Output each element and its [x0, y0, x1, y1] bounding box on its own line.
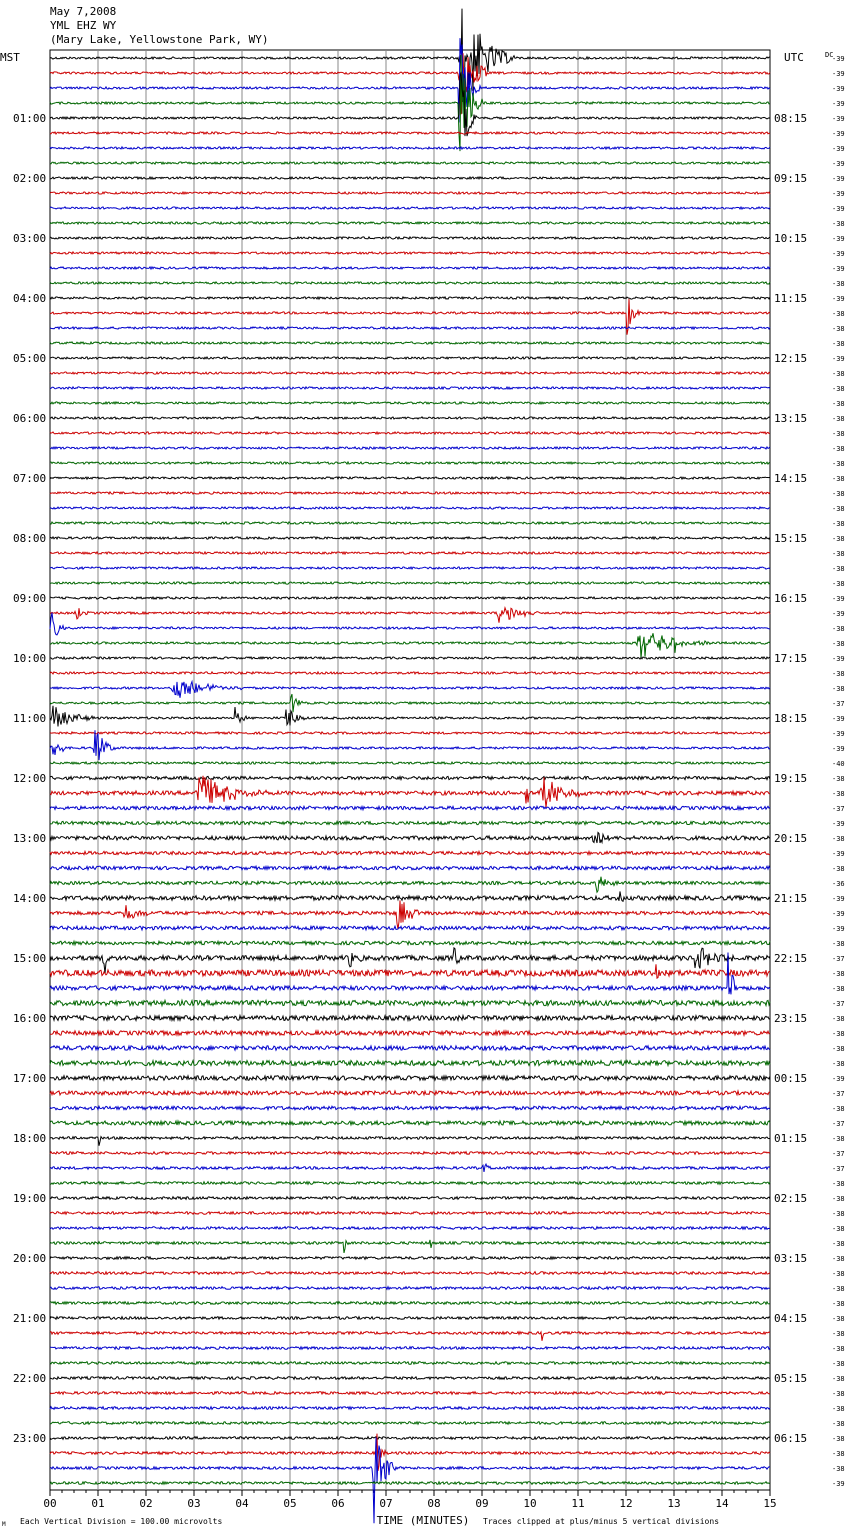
- seismic-trace: [50, 851, 770, 854]
- seismic-trace: [50, 730, 770, 760]
- right-hour-label: 10:15: [774, 232, 808, 245]
- seismic-trace: [50, 522, 770, 524]
- seismic-trace: [50, 1016, 770, 1021]
- dc-offset-header: DC: [825, 51, 834, 59]
- dc-offset-label: -38: [832, 580, 845, 588]
- dc-offset-label: -39: [832, 70, 845, 78]
- seismic-trace: [50, 582, 770, 584]
- dc-offset-label: -38: [832, 445, 845, 453]
- x-tick-label: 04: [235, 1497, 249, 1510]
- x-tick-label: 05: [283, 1497, 297, 1510]
- dc-offset-label: -38: [832, 865, 845, 873]
- seismic-trace: [50, 657, 770, 659]
- seismic-trace: [50, 372, 770, 374]
- seismic-trace: [50, 507, 770, 509]
- seismic-trace: [50, 762, 770, 764]
- left-hour-label: 01:00: [13, 112, 47, 125]
- dc-offset-label: -39: [832, 820, 845, 828]
- dc-offset-label: -39: [832, 130, 845, 138]
- dc-offset-label: -38: [832, 1390, 845, 1398]
- seismic-trace: [50, 866, 770, 870]
- left-hour-label: 11:00: [13, 712, 47, 725]
- right-hour-label: 23:15: [774, 1012, 808, 1025]
- dc-offset-label: -38: [832, 340, 845, 348]
- seismic-trace: [50, 1197, 770, 1200]
- dc-offset-label: -40: [832, 760, 845, 768]
- dc-offset-label: -38: [832, 1360, 845, 1368]
- seismic-trace: [50, 1437, 770, 1440]
- dc-offset-label: -38: [832, 505, 845, 513]
- dc-offset-label: -38: [832, 1060, 845, 1068]
- right-hour-label: 16:15: [774, 592, 808, 605]
- right-hour-label: 15:15: [774, 532, 808, 545]
- dc-offset-label: -38: [832, 625, 845, 633]
- seismic-trace: [50, 1332, 770, 1341]
- dc-offset-label: -37: [832, 700, 845, 708]
- seismic-trace: [50, 1347, 770, 1350]
- seismic-trace: [50, 833, 770, 844]
- right-hour-label: 06:15: [774, 1432, 808, 1445]
- left-hour-label: 13:00: [13, 832, 47, 845]
- chart-station: YML EHZ WY: [50, 19, 117, 32]
- dc-offset-label: -38: [832, 1240, 845, 1248]
- seismic-trace: [50, 282, 770, 284]
- dc-offset-label: -38: [832, 1180, 845, 1188]
- dc-offset-label: -38: [832, 1315, 845, 1323]
- dc-offset-label: -38: [832, 1270, 845, 1278]
- seismic-trace: [50, 821, 770, 824]
- dc-offset-label: -38: [832, 1105, 845, 1113]
- dc-offset-label: -38: [832, 835, 845, 843]
- seismic-trace: [50, 1046, 770, 1050]
- dc-offset-label: -39: [832, 295, 845, 303]
- seismic-trace: [50, 948, 770, 974]
- dc-offset-label: -38: [832, 325, 845, 333]
- seismic-trace: [50, 776, 770, 779]
- seismic-trace: [50, 132, 770, 134]
- x-tick-label: 00: [43, 1497, 57, 1510]
- dc-offset-label: -38: [832, 1195, 845, 1203]
- dc-offset-label: -39: [832, 745, 845, 753]
- seismic-traces: [50, 9, 770, 1524]
- seismic-trace: [50, 1287, 770, 1290]
- x-axis-title: TIME (MINUTES): [376, 1514, 470, 1527]
- dc-offset-label: -38: [832, 1330, 845, 1338]
- left-hour-label: 10:00: [13, 652, 47, 665]
- dc-offset-label: -39: [832, 100, 845, 108]
- seismic-trace: [50, 1091, 770, 1095]
- left-hour-label: 18:00: [13, 1132, 47, 1145]
- dc-offset-label: -39: [832, 715, 845, 723]
- left-hour-label: 03:00: [13, 232, 47, 245]
- seismic-trace: [50, 1212, 770, 1215]
- dc-offset-label: -38: [832, 1255, 845, 1263]
- right-hour-label: 20:15: [774, 832, 808, 845]
- seismic-trace: [50, 682, 770, 698]
- left-hour-label: 15:00: [13, 952, 47, 965]
- seismic-trace: [50, 162, 770, 164]
- dc-offset-label: -39: [832, 925, 845, 933]
- dc-offset-label: -37: [832, 1120, 845, 1128]
- dc-offset-label: -38: [832, 1285, 845, 1293]
- dc-offset-label: -38: [832, 685, 845, 693]
- seismic-trace: [50, 477, 770, 479]
- x-tick-label: 15: [763, 1497, 777, 1510]
- seismic-trace: [50, 38, 770, 122]
- seismic-trace: [50, 462, 770, 464]
- dc-offset-label: -39: [832, 145, 845, 153]
- left-hour-label: 09:00: [13, 592, 47, 605]
- chart-date: May 7,2008: [50, 5, 117, 18]
- dc-offset-label: -38: [832, 430, 845, 438]
- dc-offset-label: -36: [832, 880, 845, 888]
- seismic-trace: [50, 706, 770, 727]
- dc-offset-label: -38: [832, 940, 845, 948]
- seismic-trace: [50, 207, 770, 209]
- seismic-trace: [50, 633, 770, 658]
- dc-offset-label: -39: [832, 355, 845, 363]
- seismic-trace: [50, 1152, 770, 1155]
- left-hour-label: 16:00: [13, 1012, 47, 1025]
- right-hour-label: 18:15: [774, 712, 808, 725]
- left-hour-label: 20:00: [13, 1252, 47, 1265]
- right-hour-label: 08:15: [774, 112, 808, 125]
- dc-offset-label: -39: [832, 55, 845, 63]
- seismic-trace: [50, 806, 770, 810]
- dc-offset-label: -38: [832, 1135, 845, 1143]
- dc-offset-label: -39: [832, 895, 845, 903]
- dc-offset-label: -38: [832, 1225, 845, 1233]
- seismic-trace: [50, 1437, 770, 1523]
- dc-offset-label: -38: [832, 1345, 845, 1353]
- seismic-trace: [50, 1182, 770, 1185]
- seismic-trace: [50, 597, 770, 599]
- right-hour-label: 19:15: [774, 772, 808, 785]
- dc-offset-label: -38: [832, 640, 845, 648]
- left-hour-label: 05:00: [13, 352, 47, 365]
- seismic-trace: [50, 1377, 770, 1380]
- dc-offset-label: -38: [832, 970, 845, 978]
- right-timezone-label: UTC: [784, 51, 804, 64]
- seismic-trace: [50, 900, 770, 929]
- dc-offset-label: -39: [832, 205, 845, 213]
- seismic-trace: [50, 1302, 770, 1305]
- dc-offset-label: -38: [832, 370, 845, 378]
- left-hour-label: 23:00: [13, 1432, 47, 1445]
- dc-offset-label: -38: [832, 1030, 845, 1038]
- seismic-trace: [50, 567, 770, 569]
- seismic-trace: [50, 1227, 770, 1230]
- seismic-trace: [50, 192, 770, 194]
- dc-offset-label: -38: [832, 475, 845, 483]
- dc-offset-label: -38: [832, 535, 845, 543]
- seismic-trace: [50, 177, 770, 179]
- seismic-trace: [50, 327, 770, 329]
- dc-offset-label: -39: [832, 1480, 845, 1488]
- clip-note: Traces clipped at plus/minus 5 vertical divisions: [483, 1517, 720, 1526]
- seismic-trace: [50, 672, 770, 674]
- dc-offset-label: -38: [832, 670, 845, 678]
- right-hour-label: 02:15: [774, 1192, 808, 1205]
- left-hour-label: 14:00: [13, 892, 47, 905]
- seismic-trace: [50, 1407, 770, 1410]
- dc-offset-label: -38: [832, 1300, 845, 1308]
- seismic-trace: [50, 53, 770, 114]
- right-hour-label: 11:15: [774, 292, 808, 305]
- left-hour-label: 08:00: [13, 532, 47, 545]
- dc-offset-label: -37: [832, 805, 845, 813]
- seismic-trace: [50, 1031, 770, 1035]
- seismic-trace: [50, 299, 770, 335]
- right-hour-label: 01:15: [774, 1132, 808, 1145]
- x-tick-label: 07: [379, 1497, 393, 1510]
- x-tick-label: 14: [715, 1497, 729, 1510]
- dc-offset-label: -38: [832, 490, 845, 498]
- dc-offset-label: -38: [832, 985, 845, 993]
- right-hour-label: 21:15: [774, 892, 808, 905]
- right-hour-label: 22:15: [774, 952, 808, 965]
- x-tick-label: 10: [523, 1497, 537, 1510]
- dc-offset-label: -39: [832, 235, 845, 243]
- dc-offset-label: -38: [832, 1405, 845, 1413]
- seismic-trace: [50, 732, 770, 734]
- seismic-trace: [50, 447, 770, 449]
- seismic-trace: [50, 891, 770, 901]
- dc-offset-label: -37: [832, 955, 845, 963]
- seismic-trace: [50, 252, 770, 254]
- right-hour-label: 03:15: [774, 1252, 808, 1265]
- dc-offset-label: -38: [832, 460, 845, 468]
- dc-offset-label: -38: [832, 1465, 845, 1473]
- dc-offset-label: -37: [832, 1000, 845, 1008]
- seismic-trace: [50, 613, 770, 635]
- left-hour-label: 06:00: [13, 412, 47, 425]
- seismic-trace: [50, 1137, 770, 1146]
- dc-offset-label: -38: [832, 1210, 845, 1218]
- x-tick-label: 11: [571, 1497, 585, 1510]
- dc-offset-label: -38: [832, 520, 845, 528]
- left-hour-label: 17:00: [13, 1072, 47, 1085]
- seismic-trace: [50, 1257, 770, 1260]
- left-timezone-label: MST: [0, 51, 20, 64]
- dc-offset-label: -37: [832, 1165, 845, 1173]
- x-tick-label: 08: [427, 1497, 441, 1510]
- seismic-trace: [50, 492, 770, 494]
- seismic-trace: [50, 1392, 770, 1395]
- dc-offset-label: -39: [832, 850, 845, 858]
- dc-offset-label: -39: [832, 655, 845, 663]
- seismic-trace: [50, 1121, 770, 1125]
- seismic-trace: [50, 537, 770, 539]
- seismic-trace: [50, 387, 770, 389]
- chart-location: (Mary Lake, Yellowstone Park, WY): [50, 33, 269, 46]
- seismic-trace: [50, 1000, 770, 1005]
- dc-offset-label: -38: [832, 220, 845, 228]
- dc-offset-label: -39: [832, 175, 845, 183]
- right-hour-label: 09:15: [774, 172, 808, 185]
- seismic-trace: [50, 267, 770, 269]
- seismic-trace: [50, 357, 770, 359]
- seismic-trace: [50, 1061, 770, 1066]
- dc-offset-label: -38: [832, 565, 845, 573]
- left-hour-label: 12:00: [13, 772, 47, 785]
- seismic-trace: [50, 694, 770, 712]
- dc-offset-label: -39: [832, 85, 845, 93]
- right-hour-label: 00:15: [774, 1072, 808, 1085]
- dc-offset-label: -38: [832, 1015, 845, 1023]
- dc-offset-label: -39: [832, 160, 845, 168]
- seismic-trace: [50, 1362, 770, 1365]
- x-tick-label: 13: [667, 1497, 681, 1510]
- dc-offset-label: -38: [832, 1375, 845, 1383]
- left-hour-label: 04:00: [13, 292, 47, 305]
- seismic-trace: [50, 147, 770, 149]
- dc-offset-label: -39: [832, 730, 845, 738]
- plot-grid: [50, 50, 770, 1496]
- right-hour-label: 13:15: [774, 412, 808, 425]
- x-tick-label: 03: [187, 1497, 201, 1510]
- dc-offset-label: -38: [832, 775, 845, 783]
- logo-mark: M: [2, 1521, 6, 1528]
- left-hour-label: 07:00: [13, 472, 47, 485]
- seismic-trace: [50, 237, 770, 239]
- dc-offset-label: -37: [832, 1150, 845, 1158]
- dc-offset-label: -39: [832, 595, 845, 603]
- seismic-trace: [50, 297, 770, 299]
- seismic-trace: [50, 432, 770, 434]
- x-tick-label: 02: [139, 1497, 153, 1510]
- seismic-trace: [50, 877, 770, 893]
- dc-offset-label: -38: [832, 1420, 845, 1428]
- dc-offset-label: -38: [832, 415, 845, 423]
- dc-offset-label: -38: [832, 1435, 845, 1443]
- right-hour-label: 04:15: [774, 1312, 808, 1325]
- seismic-trace: [50, 1164, 770, 1172]
- seismic-trace: [50, 72, 770, 136]
- dc-offset-label: -38: [832, 550, 845, 558]
- dc-offset-label: -38: [832, 1045, 845, 1053]
- dc-offset-label: -39: [832, 250, 845, 258]
- dc-offset-label: -38: [832, 400, 845, 408]
- seismic-trace: [50, 342, 770, 344]
- dc-offset-label: -39: [832, 610, 845, 618]
- dc-offset-label: -38: [832, 790, 845, 798]
- right-hour-label: 05:15: [774, 1372, 808, 1385]
- seismic-trace: [50, 1106, 770, 1110]
- dc-offset-label: -38: [832, 385, 845, 393]
- scale-note: Each Vertical Division = 100.00 microvolts: [20, 1517, 223, 1526]
- dc-offset-label: -37: [832, 1090, 845, 1098]
- x-tick-label: 06: [331, 1497, 345, 1510]
- seismic-trace: [50, 941, 770, 945]
- seismic-trace: [50, 1240, 770, 1253]
- dc-offset-label: -39: [832, 265, 845, 273]
- seismic-trace: [50, 552, 770, 554]
- dc-offset-label: -39: [832, 1075, 845, 1083]
- x-tick-label: 01: [91, 1497, 105, 1510]
- seismic-trace: [50, 608, 770, 623]
- seismic-trace: [50, 1076, 770, 1080]
- dc-offset-label: -38: [832, 1450, 845, 1458]
- seismic-trace: [50, 926, 770, 930]
- dc-offset-label: -38: [832, 310, 845, 318]
- time-labels: [13, 55, 845, 1510]
- seismic-trace: [50, 1482, 770, 1485]
- seismic-trace: [50, 1272, 770, 1275]
- right-hour-label: 14:15: [774, 472, 808, 485]
- seismic-trace: [50, 222, 770, 224]
- seismic-trace: [50, 55, 770, 151]
- seismic-trace: [50, 1317, 770, 1320]
- left-hour-label: 19:00: [13, 1192, 47, 1205]
- x-tick-label: 09: [475, 1497, 489, 1510]
- dc-offset-label: -39: [832, 190, 845, 198]
- dc-offset-label: -38: [832, 280, 845, 288]
- seismic-trace: [50, 1434, 770, 1471]
- left-hour-label: 21:00: [13, 1312, 47, 1325]
- left-hour-label: 02:00: [13, 172, 47, 185]
- seismic-trace: [50, 1422, 770, 1425]
- dc-offset-label: -39: [832, 115, 845, 123]
- left-hour-label: 22:00: [13, 1372, 47, 1385]
- right-hour-label: 17:15: [774, 652, 808, 665]
- right-hour-label: 12:15: [774, 352, 808, 365]
- seismic-trace: [50, 402, 770, 404]
- seismic-trace: [50, 417, 770, 419]
- seismic-trace: [50, 964, 770, 978]
- dc-offset-label: -39: [832, 910, 845, 918]
- x-tick-label: 12: [619, 1497, 633, 1510]
